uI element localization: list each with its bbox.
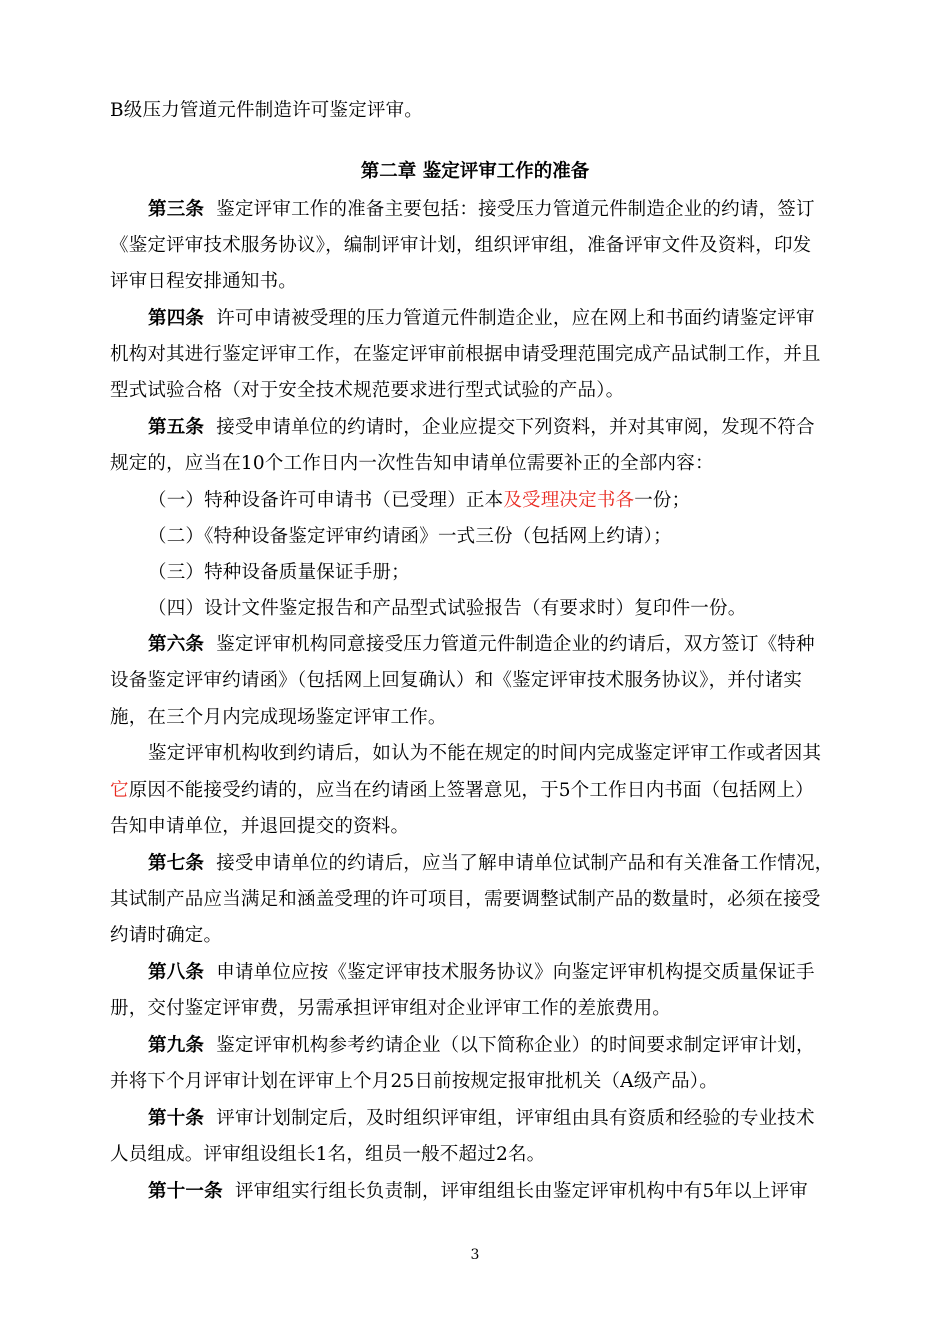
article-6-label: 第六条 bbox=[148, 634, 205, 655]
article-8-line-2: 册，交付鉴定评审费，另需承担评审组对企业评审工作的差旅费用。 bbox=[110, 998, 672, 1019]
article-7-text: 接受申请单位的约请后，应当了解申请单位试制产品和有关准备工作情况， bbox=[216, 853, 834, 874]
article-8-label: 第八条 bbox=[148, 962, 205, 983]
article-3-label: 第三条 bbox=[148, 199, 205, 220]
article-10-text: 评审计划制定后，及时组织评审组，评审组由具有资质和经验的专业技术 bbox=[216, 1108, 815, 1129]
article-5-item-1 bbox=[148, 489, 888, 513]
article-5-line-1 bbox=[148, 416, 888, 440]
article-4-line-2: 机构对其进行鉴定评审工作，在鉴定评审前根据申请受理范围完成产品试制工作，并且 bbox=[110, 344, 821, 365]
article-7-line-3: 约请时确定。 bbox=[110, 925, 223, 946]
article-7-line-2: 其试制产品应当满足和涵盖受理的许可项目，需要调整试制产品的数量时，必须在接受 bbox=[110, 889, 821, 910]
article-6-line-1 bbox=[148, 633, 888, 657]
article-5-text: 接受申请单位的约请时，企业应提交下列资料，并对其审阅，发现不符合 bbox=[216, 417, 815, 438]
article-3-text: 鉴定评审工作的准备主要包括：接受压力管道元件制造企业的约请，签订 bbox=[216, 199, 815, 220]
article-5-item-3: （三）特种设备质量保证手册； bbox=[148, 562, 410, 583]
article-5-line-2: 规定的，应当在10个工作日内一次性告知申请单位需要补正的全部内容： bbox=[110, 453, 714, 474]
article-11-text: 评审组实行组长负责制，评审组组长由鉴定评审机构中有5年以上评审 bbox=[234, 1181, 808, 1202]
article-9-label: 第九条 bbox=[148, 1035, 205, 1056]
article-3-line-3: 评审日程安排通知书。 bbox=[110, 271, 298, 292]
article-4-text: 许可申请被受理的压力管道元件制造企业，应在网上和书面约请鉴定评审 bbox=[216, 308, 815, 329]
article-11-line-1 bbox=[148, 1180, 888, 1204]
article-5-item-2: （二）《特种设备鉴定评审约请函》一式三份（包括网上约请）； bbox=[148, 526, 672, 547]
article-5-label: 第五条 bbox=[148, 417, 205, 438]
article-5-item-4: （四）设计文件鉴定报告和产品型式试验报告（有要求时）复印件一份。 bbox=[148, 598, 747, 619]
item-1-red-text: 及受理决定书各 bbox=[503, 490, 635, 511]
article-7-line-1 bbox=[148, 852, 888, 876]
article-4-line-1 bbox=[148, 307, 888, 331]
article-7-label: 第七条 bbox=[148, 853, 205, 874]
article-6-text: 鉴定评审机构同意接受压力管道元件制造企业的约请后，双方签订《特种 bbox=[216, 634, 815, 655]
article-10-label: 第十条 bbox=[148, 1108, 205, 1129]
article-6-para2-line-3: 告知申请单位，并退回提交的资料。 bbox=[110, 816, 410, 837]
item-1-text: （一）特种设备许可申请书（已受理）正本 bbox=[148, 490, 504, 511]
article-9-line-2: 并将下个月评审计划在评审上个月25日前按规定报审批机关（A级产品）。 bbox=[110, 1071, 718, 1092]
article-6-para2-line-1: 鉴定评审机构收到约请后，如认为不能在规定的时间内完成鉴定评审工作或者因其 bbox=[148, 743, 822, 764]
article-6-para2-text: 原因不能接受约请的，应当在约请函上签署意见，于5个工作日内书面（包括网上） bbox=[128, 780, 814, 801]
red-char: 它 bbox=[110, 780, 129, 801]
article-9-line-1 bbox=[148, 1034, 888, 1058]
chapter-title: 第二章 鉴定评审工作的准备 bbox=[360, 161, 590, 182]
article-4-line-3: 型式试验合格（对于安全技术规范要求进行型式试验的产品）。 bbox=[110, 380, 625, 401]
article-6-line-2: 设备鉴定评审约请函》（包括网上回复确认）和《鉴定评审技术服务协议》，并付诸实 bbox=[110, 670, 803, 691]
article-3-line-1 bbox=[148, 198, 888, 222]
article-9-text: 鉴定评审机构参考约请企业（以下简称企业）的时间要求制定评审计划， bbox=[216, 1035, 815, 1056]
item-1-tail: 一份； bbox=[634, 490, 691, 511]
article-10-line-1 bbox=[148, 1107, 888, 1131]
article-8-line-1 bbox=[148, 961, 888, 985]
article-11-label: 第十一条 bbox=[148, 1181, 223, 1202]
intro-tail: B级压力管道元件制造许可鉴定评审。 bbox=[110, 100, 423, 121]
article-6-line-3: 施，在三个月内完成现场鉴定评审工作。 bbox=[110, 707, 447, 728]
article-10-line-2: 人员组成。评审组设组长1名，组员一般不超过2名。 bbox=[110, 1144, 546, 1165]
page-number: 3 bbox=[470, 1247, 480, 1263]
article-3-line-2: 《鉴定评审技术服务协议》，编制评审计划，组织评审组，准备评审文件及资料，印发 bbox=[110, 235, 812, 256]
article-6-para2-line-2 bbox=[110, 779, 850, 803]
article-4-label: 第四条 bbox=[148, 308, 205, 329]
article-8-text: 申请单位应按《鉴定评审技术服务协议》向鉴定评审机构提交质量保证手 bbox=[216, 962, 815, 983]
